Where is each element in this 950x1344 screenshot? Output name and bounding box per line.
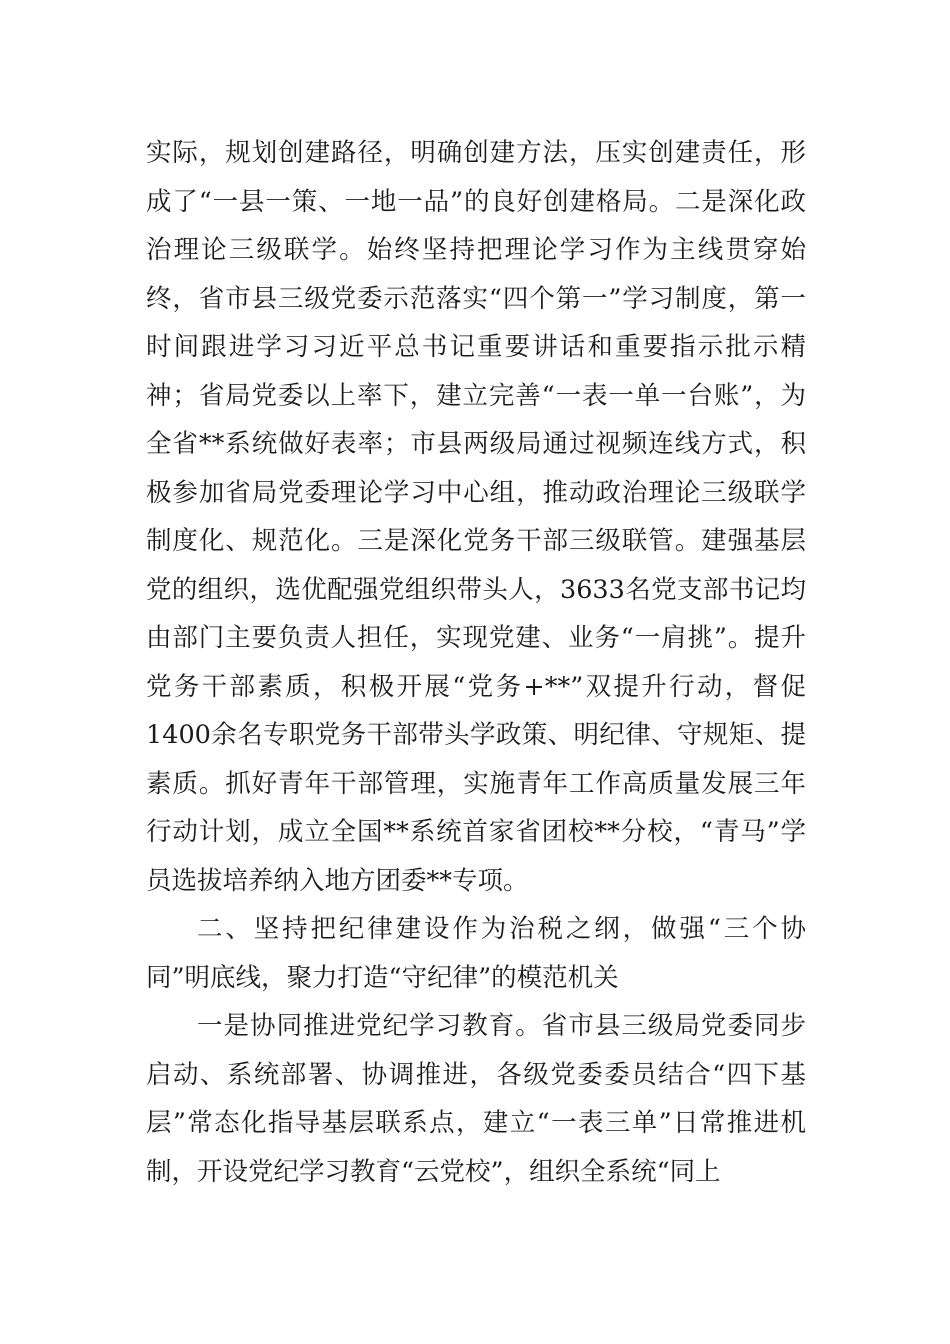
body-paragraph: 一是协同推进党纪学习教育。省市县三级局党委同步启动、系统部署、协调推进，各级党委委员结合“四下基层”常态化指导基层联系点，建立“一表三单”日常推进机制，开设党纪学习教育“云党校”，组织全系统“同上 [146, 1011, 806, 1187]
document-body [146, 129, 806, 1196]
section-heading: 二、坚持把纪律建设作为治税之纲，做强“三个协同”明底线，聚力打造“守纪律”的模范机关 [146, 914, 806, 993]
body-paragraph-continuation: 实际，规划创建路径，明确创建方法，压实创建责任，形成了“一县一策、一地一品”的良好创建格局。二是深化政治理论三级联学。始终坚持把理论学习作为主线贯穿始终，省市县三级党委示范落实“四个第一”学习制度，第一时间跟进学习习近平总书记重要讲话和重要指示批示精神；省局党委以上率下，建立完善“一表一单一台账”，为全省**系统做好表率；市县两级局通过视频连线方式，积极参加省局党委理论学习中心组，推动政治理论三级联学制度化、规范化。三是深化党务干部三级联管。建强基层党的组织，选优配强党组织带头人，3633名党支部书记均由部门主要负责人担任，实现党建、业务“一肩挑”。提升党务干部素质，积极开展“党务+**”双提升行动，督促1400余名专职党务干部带头学政策、明纪律、守规矩、提素质。抓好青年干部管理，实施青年工作高质量发展三年行动计划，成立全国**系统首家省团校**分校，“青马”学员选拔培养纳入地方团委**专项。 [146, 138, 806, 896]
